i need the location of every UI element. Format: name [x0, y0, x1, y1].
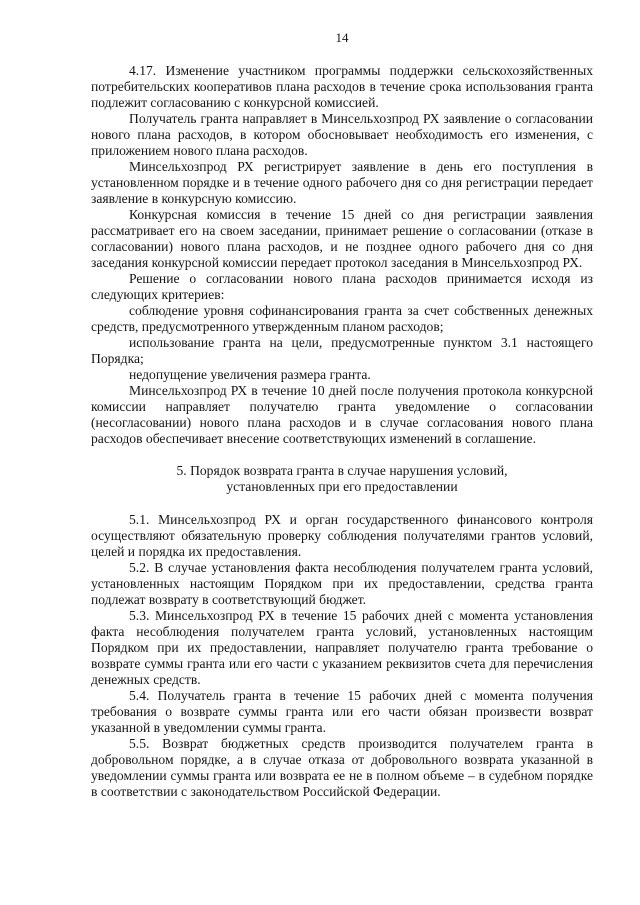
paragraph-5-4: 5.4. Получатель гранта в течение 15 рабочих дней с момента получения требования о возврате суммы гранта или его части обязан произвести возврат указанной в уведомлении суммы гранта.	[91, 688, 593, 735]
paragraph-registration: Минсельхозпрод РХ регистрирует заявление в день его поступления в установленном порядке и в течение одного рабочего дня со дня регистрации передает заявление в конкурсную комиссию.	[91, 159, 593, 206]
paragraph-criterion-cofinancing: соблюдение уровня софинансирования гранта за счет собственных денежных средств, предусмотренного утвержденным планом расходов;	[91, 303, 593, 334]
section-heading-line-1: 5. Порядок возврата гранта в случае нарушения условий,	[176, 463, 508, 478]
paragraph-application: Получатель гранта направляет в Минсельхозпрод РХ заявление о согласовании нового плана расходов, в котором обосновывает необходимость его изменения, с приложением нового плана расходов.	[91, 111, 593, 158]
paragraph-criterion-purpose: использование гранта на цели, предусмотренные пунктом 3.1 настоящего Порядка;	[91, 335, 593, 366]
body-text-after	[91, 512, 593, 800]
paragraph-5-2: 5.2. В случае установления факта несоблюдения получателем гранта условий, установленных настоящим Порядком при их предоставлении, средства гранта подлежат возврату в соответствующий бюджет.	[91, 560, 593, 607]
page-number: 14	[335, 30, 349, 45]
paragraph-notification: Минсельхозпрод РХ в течение 10 дней после получения протокола конкурсной комиссии направляет получателю гранта уведомление о согласовании (несогласовании) нового плана расходов и в случае согласования нового плана расходов обеспечивает внесение соответствующих изменений в соглашение.	[91, 383, 593, 446]
paragraph-criteria-intro: Решение о согласовании нового плана расходов принимается исходя из следующих критериев:	[91, 271, 593, 302]
paragraph-5-5: 5.5. Возврат бюджетных средств производится получателем гранта в добровольном порядке, а в случае отказа от добровольного возврата указанной в уведомлении суммы гранта или возврата ее не в полном объеме – в судебном порядке в соответствии с законодательством Российской Федерации.	[91, 736, 593, 799]
paragraph-criterion-no-increase: недопущение увеличения размера гранта.	[129, 367, 371, 382]
paragraph-4-17: 4.17. Изменение участником программы поддержки сельскохозяйственных потребительских кооперативов плана расходов в течение срока использования гранта подлежит согласованию с конкурсной комиссией.	[91, 63, 593, 110]
paragraph-5-1: 5.1. Минсельхозпрод РХ и орган государственного финансового контроля осуществляют обязательную проверку соблюдения получателями грантов условий, целей и порядка их предоставления.	[91, 512, 593, 559]
paragraph-5-3: 5.3. Минсельхозпрод РХ в течение 15 рабочих дней с момента установления факта несоблюдения получателем гранта условий, установленных настоящим Порядком при их предоставлении, направляет получателю гранта требование о возврате суммы гранта или его части с указанием реквизитов счета для перечисления денежных средств.	[91, 608, 593, 687]
paragraph-commission: Конкурсная комиссия в течение 15 дней со дня регистрации заявления рассматривает его на своем заседании, принимает решение о согласовании (отказе в согласовании) нового плана расходов, и не позднее одного рабочего дня со дня заседания конкурсной комиссии передает протокол заседания в Минсельхозпрод РХ.	[91, 207, 593, 270]
section-heading	[91, 463, 593, 495]
section-heading-line-2: установленных при его предоставлении	[226, 479, 458, 494]
body-text-before	[91, 63, 593, 447]
